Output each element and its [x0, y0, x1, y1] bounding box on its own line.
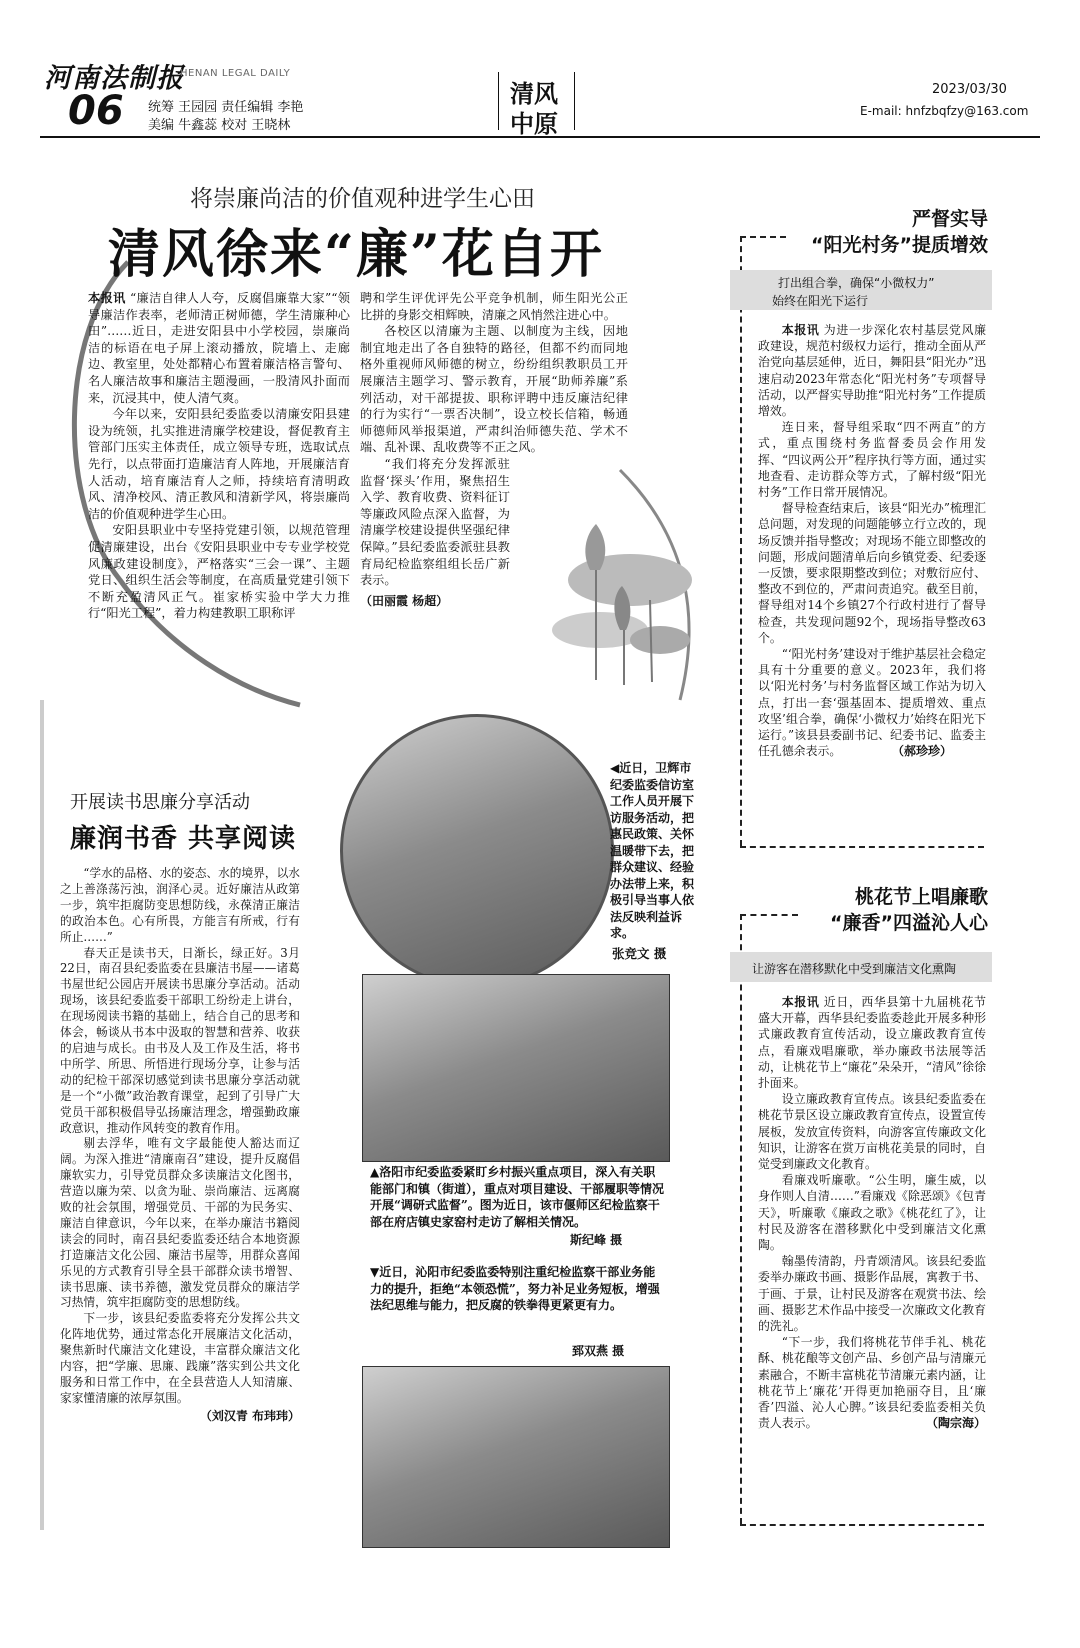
reading-p3: 剔去浮华，唯有文字最能使人豁达而辽阔。为深入推进“清廉南召”建设，提升反腐倡廉软实力，引导党员群众多读廉洁文化图书，营造以廉为荣、以贪为耻、崇尚廉洁、远离腐败的社会氛围，增强党员、干部的为民务实、廉洁自律意识，今年以来，在举办廉洁书籍阅读会的同时，南召县纪委监委还结合本地资源打造廉洁文化公园、廉洁书屋等，用群众喜闻乐见的方式教育引导全县干部群众读书增智、读书思廉、读书养德，激发党员群众的廉洁学习热情，筑牢拒腐防变的思想防线。 — [60, 1136, 300, 1310]
right-bottom-p1: 近日，西华县第十九届桃花节盛大开幕，西华县纪委监委趁此开展多种形式廉政教育宣传活动，设立廉政教育宣传点，看廉戏唱廉歌，举办廉政书法展等活动，让桃花节上“廉花”朵朵开，“清风”徐徐扑面来。 — [758, 995, 986, 1091]
right-bottom-dash-bottom — [740, 1524, 984, 1526]
staff-line-1: 统筹 王园园 责任编辑 李艳 — [148, 100, 304, 115]
right-top-p3: 督导检查结束后，该县“阳光办”梳理汇总问题，对发现的问题能够立行立改的，现场反馈并指导整改；对现场不能立即整改的问题，形成问题清单后向乡镇党委、纪委逐一反馈，要求限期整改到位；对敷衍应付、整改不到位的，严肃问责追究。截至目前，督导组对14个乡镇27个行政村进行了督导检查，共发现问题92个，现场指导整改63个。 — [758, 501, 986, 645]
reading-p4: 下一步，该县纪委监委将充分发挥公共文化阵地优势，通过常态化开展廉洁文化活动，聚焦新时代廉洁文化建设，丰富群众廉洁文化内容，把“学廉、思廉、践廉”落实到公共文化服务和日常工作中，在全县营造人人知清廉、家家懂清廉的浓厚氛围。 — [60, 1311, 300, 1405]
page-number: 06 — [68, 88, 124, 134]
right-top-byline: （郝珍珍） — [891, 744, 952, 759]
newspaper-logo: 河南法制报 — [44, 63, 184, 94]
right-bottom-sub: 让游客在潜移默化中受到廉洁文化熏陶 — [752, 962, 957, 976]
photo3-caption: ▼近日，沁阳市纪委监委特别注重纪检监察干部业务能力的提升，拒绝“本领恐慌”，努力补足业务短板，增强法纪思维与能力，把反腐的铁拳得更紧更有力。 — [370, 1265, 660, 1312]
right-top-source: 本报讯 — [781, 323, 820, 337]
right-bottom-dash-top — [740, 914, 798, 916]
photo2-caption: ▲洛阳市纪委监委紧盯乡村振兴重点项目，深入有关职能部门和镇（街道），重点对项目建设、干部履职等情况开展“调研式监督”。图为近日，该市偃师区纪检监察干部在府店镇史家窑村走访了解相关情况。 — [370, 1165, 665, 1229]
photo1-credit: 张竞文 摄 — [612, 946, 667, 961]
photo2-credit: 斯纪峰 摄 — [570, 1233, 623, 1247]
main-kicker: 将崇廉尚洁的价值观种进学生心田 — [190, 186, 535, 212]
photo-luoyang-supervision — [362, 974, 670, 1162]
photo-weihui-visit — [340, 714, 614, 988]
right-top-headline-1: 严督实导 — [911, 208, 988, 230]
reading-headline: 廉润书香 共享阅读 — [70, 824, 297, 854]
right-bottom-byline: （陶宗海） — [925, 1416, 986, 1431]
right-top-sub-1: 打出组合拳，确保“小微权力” — [778, 276, 935, 290]
photo3-credit: 郅双燕 摄 — [572, 1344, 625, 1358]
section-title-1: 清风 — [510, 80, 558, 108]
email: E-mail: hnfzbqfzy@163.com — [860, 104, 1029, 118]
staff-line-2: 美编 牛鑫蕊 校对 王晓林 — [148, 118, 291, 133]
reading-body — [60, 866, 300, 1425]
reading-byline: （刘汉青 布玮玮） — [199, 1408, 300, 1423]
reading-p1: “学水的品格、水的姿态、水的境界，以水之上善涤荡污浊，润泽心灵。近好廉洁从政第一步，筑牢拒腐防变思想防线，永葆清正廉洁的政治本色。心有所畏，方能言有所戒，行有所止……” — [60, 866, 300, 944]
main-p5: 各校区以清廉为主题、以制度为主线，因地制宜地走出了各自独特的路径，但都不约而同地格外重视师风师德的树立，纷纷组织教职员工开展廉洁主题学习、警示教育，开展“助师养廉”系列活动，对干部提拔、职称评聘中违反廉洁纪律的行为实行“一票否决制”，设立校长信箱，畅通师德师风举报渠道，严肃纠治师德失范、学术不端、乱补课、乱收费等不正之风。 — [360, 324, 628, 455]
main-p6: “我们将充分发挥派驻监督‘探头’作用，聚焦招生入学、教育收费、资料征订等廉政风险点深入监督，为清廉学校建设提供坚强纪律保障。”县纪委监委派驻县教育局纪检监察组组长岳广新表示。 — [360, 456, 510, 588]
main-col-1 — [88, 290, 350, 622]
right-bottom-body — [758, 994, 986, 1432]
right-top-dash-top — [740, 236, 786, 238]
photo-qinyang-training — [362, 1366, 670, 1548]
right-top-p4: “‘阳光村务’建设对于维护基层社会稳定具有十分重要的意义。2023年，我们将以‘阳光村务’与村务监督区域工作站为切入点，打出一套‘强基固本、提质增效、重点攻坚’组合拳，确保‘小微权力’始终在阳光下运行。”该县县委副书记、纪委书记、监委主任孔德余表示。 — [758, 647, 986, 759]
right-bottom-p5: “下一步，我们将桃花节伴手礼、桃花酥、桃花酿等文创产品、乡创产品与清廉元素融合，不断丰富桃花节清廉元素内涵，让桃花节上‘廉花’开得更加艳丽夺目，且‘廉香’四溢、沁人心脾。”该县纪委监委相关负责人表示。 — [758, 1335, 986, 1431]
right-top-p1: 为进一步深化农村基层党风廉政建设，规范村级权力运行，推动全面从严治党向基层延伸，近日，舞阳县“阳光办”迅速启动2023年常态化“阳光村务”专项督导活动，以严督实导助推“阳光村务”工作提质增效。 — [758, 323, 986, 419]
right-bottom-source: 本报讯 — [781, 995, 820, 1009]
main-byline: （田丽霞 杨超） — [360, 593, 449, 608]
main-p2: 今年以来，安阳县纪委监委以清廉安阳县建设为统领，扎实推进清廉学校建设，督促教育主管部门压实主体责任，成立领导专班，选取试点先行，以点带面打造廉洁育人阵地，开展廉洁育人活动，培育廉洁育人之师，持续培育清明政风、清净校风、清正教风和清新学风，将崇廉尚洁的价值观种进学生心田。 — [88, 407, 350, 521]
right-top-body — [758, 322, 986, 760]
right-top-dash-left — [740, 236, 742, 846]
section-title-2: 中原 — [510, 110, 558, 138]
lotus-ink-painting — [510, 510, 700, 690]
left-vertical-rule — [40, 700, 44, 1530]
main-p1: “廉洁自律人人夸，反腐倡廉靠大家”“领导廉洁作表率，老师清正树师德，学生清廉种心田”……近日，走进安阳县中小学校园，崇廉尚洁的标语在电子屏上滚动播放，院墙上、走廊边、教室里，处处都精心布置着廉洁格言警句、名人廉洁故事和廉洁主题漫画，一股清风扑面而来，沉浸其中，使人清气爽。 — [88, 291, 350, 405]
reading-kicker: 开展读书思廉分享活动 — [70, 792, 250, 813]
main-p3: 安阳县职业中专坚持党建引领，以规范管理促清廉建设，出台《安阳县职业中专专业学校党风廉政建设制度》，严格落实“三会一课”、主题党日、组织生活会等制度，在高质量党建引领下不断充盈清风正气。崔家桥实验中学大力推行“阳光工程”，着力构建教职工职称评 — [88, 523, 350, 621]
right-bottom-headline-2: “廉香”四溢沁人心 — [830, 912, 988, 934]
right-bottom-p2: 设立廉政教育宣传点。该县纪委监委在桃花节景区设立廉政教育宣传点，设置宣传展板，发放宣传资料，向游客宣传廉政文化知识，让游客在赏万亩桃花美景的同时，自觉受到廉政文化教育。 — [758, 1092, 986, 1172]
main-headline: 清风徐来“廉”花自开 — [108, 224, 604, 285]
issue-date: 2023/03/30 — [932, 82, 1007, 97]
right-top-sub-2: 始终在阳光下运行 — [772, 294, 869, 308]
right-top-headline-2: “阳光村务”提质增效 — [811, 234, 988, 256]
newspaper-logo-en: HENAN LEGAL DAILY — [180, 68, 291, 79]
right-bottom-p3: 看廉戏听廉歌。“公生明，廉生威，以身作则人自清……”看廉戏《除恶颂》《包青天》，听廉歌《廉政之歌》《桃花红了》，让村民及游客在潜移默化中受到廉洁文化熏陶。 — [758, 1173, 986, 1253]
right-top-dash-bottom — [740, 846, 984, 848]
right-bottom-p4: 翰墨传清韵，丹青颂清风。该县纪委监委举办廉政书画、摄影作品展，寓教于书、于画、于景，让村民及游客在观赏书法、绘画、摄影艺术作品中接受一次廉政文化教育的洗礼。 — [758, 1254, 986, 1334]
photo1-caption: ◀近日，卫辉市纪委监委信访室工作人员开展下访服务活动，把惠民政策、关怀温暖带下去，把群众建议、经验办法带上来，积极引导当事人依法反映利益诉求。 — [610, 761, 695, 940]
reading-p2: 春天正是读书天，日渐长，绿正好。3月22日，南召县纪委监委在县廉洁书屋——诸葛书屋世纪公园店开展读书思廉分享活动。活动现场，该县纪委监委干部职工纷纷走上讲台，在现场阅读书籍的基础上，结合自己的思考和体会，畅谈从书本中汲取的智慧和营养、收获的启迪与成长。由书及人及工作及生活，将书中所学、所思、所悟进行现场分享，让参与活动的纪检干部深切感觉到读书思廉分享活动就是一个“小微”政治教育课堂，起到了引导广大党员干部积极倡导弘扬廉洁理念，增强勤政廉政意识，推动作风转变的教育作用。 — [60, 945, 300, 1135]
right-bottom-dash-left — [740, 914, 742, 1524]
main-source: 本报讯 — [88, 291, 126, 305]
main-p4: 聘和学生评优评先公平竞争机制，师生阳光公正比拼的身影交相辉映，清廉之风悄然注进心中。 — [360, 291, 628, 322]
right-top-p2: 连日来，督导组采取“四不两直”的方式，重点围绕村务监督委员会作用发挥、“四议两公开”程序执行等方面，通过实地查看、走访群众等方式，了解村级“阳光村务”工作日常开展情况。 — [758, 420, 986, 500]
right-bottom-headline-1: 桃花节上唱廉歌 — [854, 886, 988, 908]
